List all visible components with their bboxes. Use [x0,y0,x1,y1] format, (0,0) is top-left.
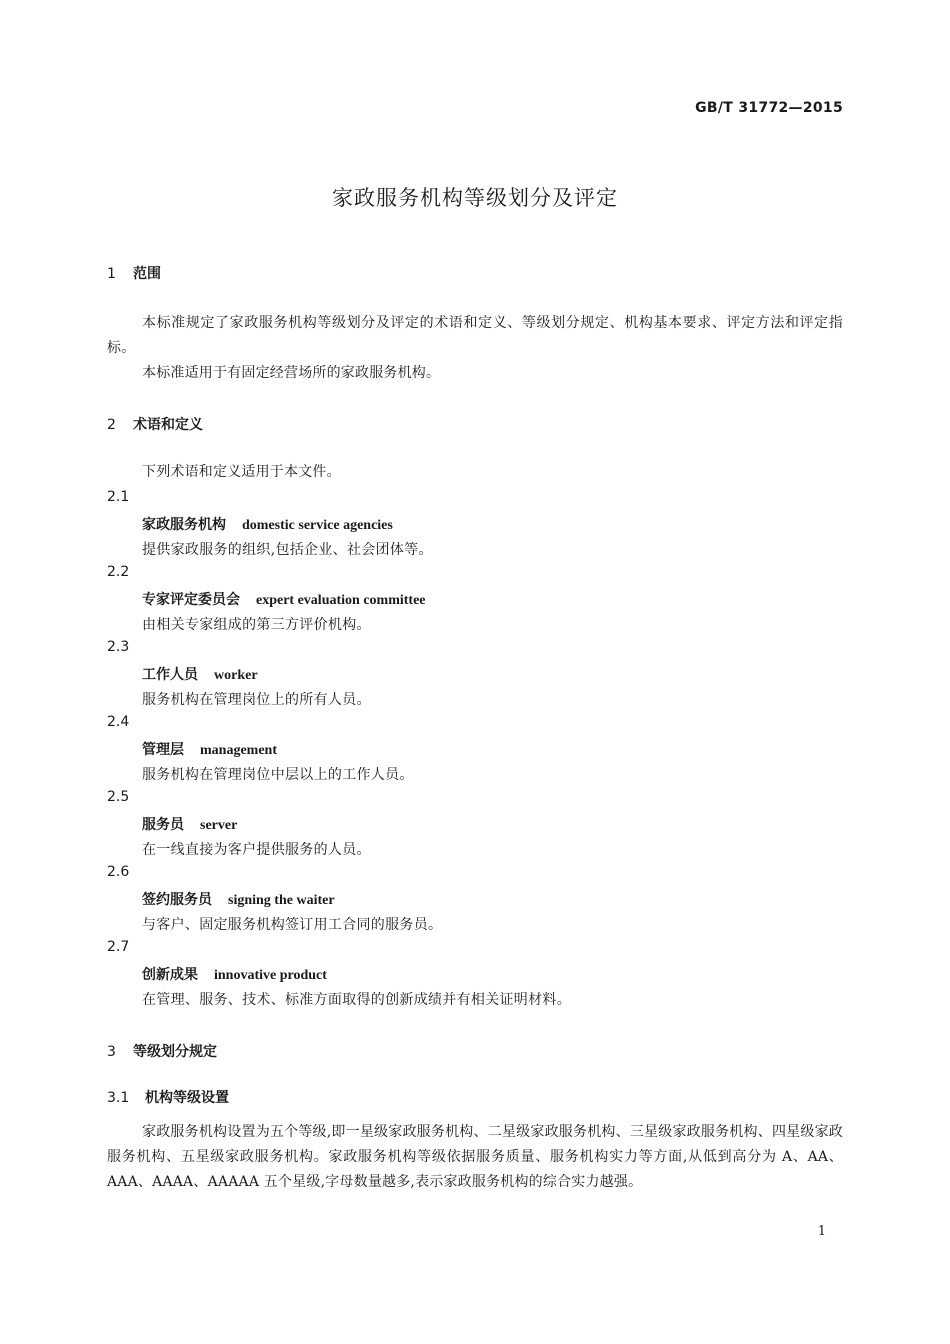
term-definition: 服务机构在管理岗位上的所有人员。 [142,692,371,708]
term-en: domestic service agencies [242,518,393,533]
scope-paragraph-2: 本标准适用于有固定经营场所的家政服务机构。 [142,365,441,381]
term-heading [142,889,335,909]
term-en: server [200,818,238,833]
term-number: 2.4 [107,714,130,730]
standard-code: GB/T 31772—2015 [695,100,843,116]
term-en: innovative product [214,968,327,983]
term-definition: 提供家政服务的组织,包括企业、社会团体等。 [142,542,433,558]
term-cn: 专家评定委员会 [142,592,240,608]
term-en: management [200,743,277,758]
term-cn: 家政服务机构 [142,517,226,533]
term-definition: 与客户、固定服务机构签订用工合同的服务员。 [142,917,443,933]
term-number: 2.2 [107,564,130,580]
term-definition: 服务机构在管理岗位中层以上的工作人员。 [142,767,414,783]
term-cn: 管理层 [142,742,184,758]
subsection-3-1-heading [107,1087,229,1107]
document-title: 家政服务机构等级划分及评定 [332,186,618,210]
section-number: 2 [107,417,116,433]
term-heading [142,814,237,834]
term-heading [142,664,258,684]
term-en: worker [214,668,258,683]
term-definition: 在管理、服务、技术、标准方面取得的创新成绩并有相关证明材料。 [142,992,571,1008]
term-en: expert evaluation committee [256,593,426,608]
term-number: 2.3 [107,639,130,655]
term-definition: 在一线直接为客户提供服务的人员。 [142,842,371,858]
term-heading [142,964,327,984]
term-definition: 由相关专家组成的第三方评价机构。 [142,617,371,633]
term-number: 2.6 [107,864,130,880]
term-cn: 创新成果 [142,967,198,983]
subsection-number: 3.1 [107,1090,130,1106]
section-2-heading [107,414,203,434]
section-3-heading [107,1041,217,1061]
term-en: signing the waiter [228,893,335,908]
section-number: 3 [107,1044,116,1060]
section-title: 等级划分规定 [133,1044,217,1060]
section-title: 术语和定义 [133,417,203,433]
grade-setting-paragraph: 家政服务机构设置为五个等级,即一星级家政服务机构、二星级家政服务机构、三星级家政服务机构、四星级家政服务机构、五星级家政服务机构。家政服务机构等级依据服务质量、服务机构实力等方面,从低到高分为 A、AA、AAA、AAAA、AAAAA 五个星级,字母数量越多,表示家政服务机构的综合实力越强。 [107,1124,843,1190]
subsection-title: 机构等级设置 [145,1090,229,1106]
term-cn: 签约服务员 [142,892,212,908]
page-number: 1 [817,1224,826,1239]
term-number: 2.5 [107,789,130,805]
term-heading [142,739,277,759]
section-title: 范围 [133,266,161,282]
term-number: 2.1 [107,489,130,505]
terms-intro: 下列术语和定义适用于本文件。 [142,464,341,480]
term-cn: 服务员 [142,817,184,833]
term-number: 2.7 [107,939,130,955]
section-number: 1 [107,266,116,282]
section-1-heading [107,263,161,283]
term-cn: 工作人员 [142,667,198,683]
term-heading [142,514,393,534]
term-heading [142,589,426,609]
scope-paragraph-1: 本标准规定了家政服务机构等级划分及评定的术语和定义、等级划分规定、机构基本要求、评定方法和评定指标。 [107,315,843,356]
